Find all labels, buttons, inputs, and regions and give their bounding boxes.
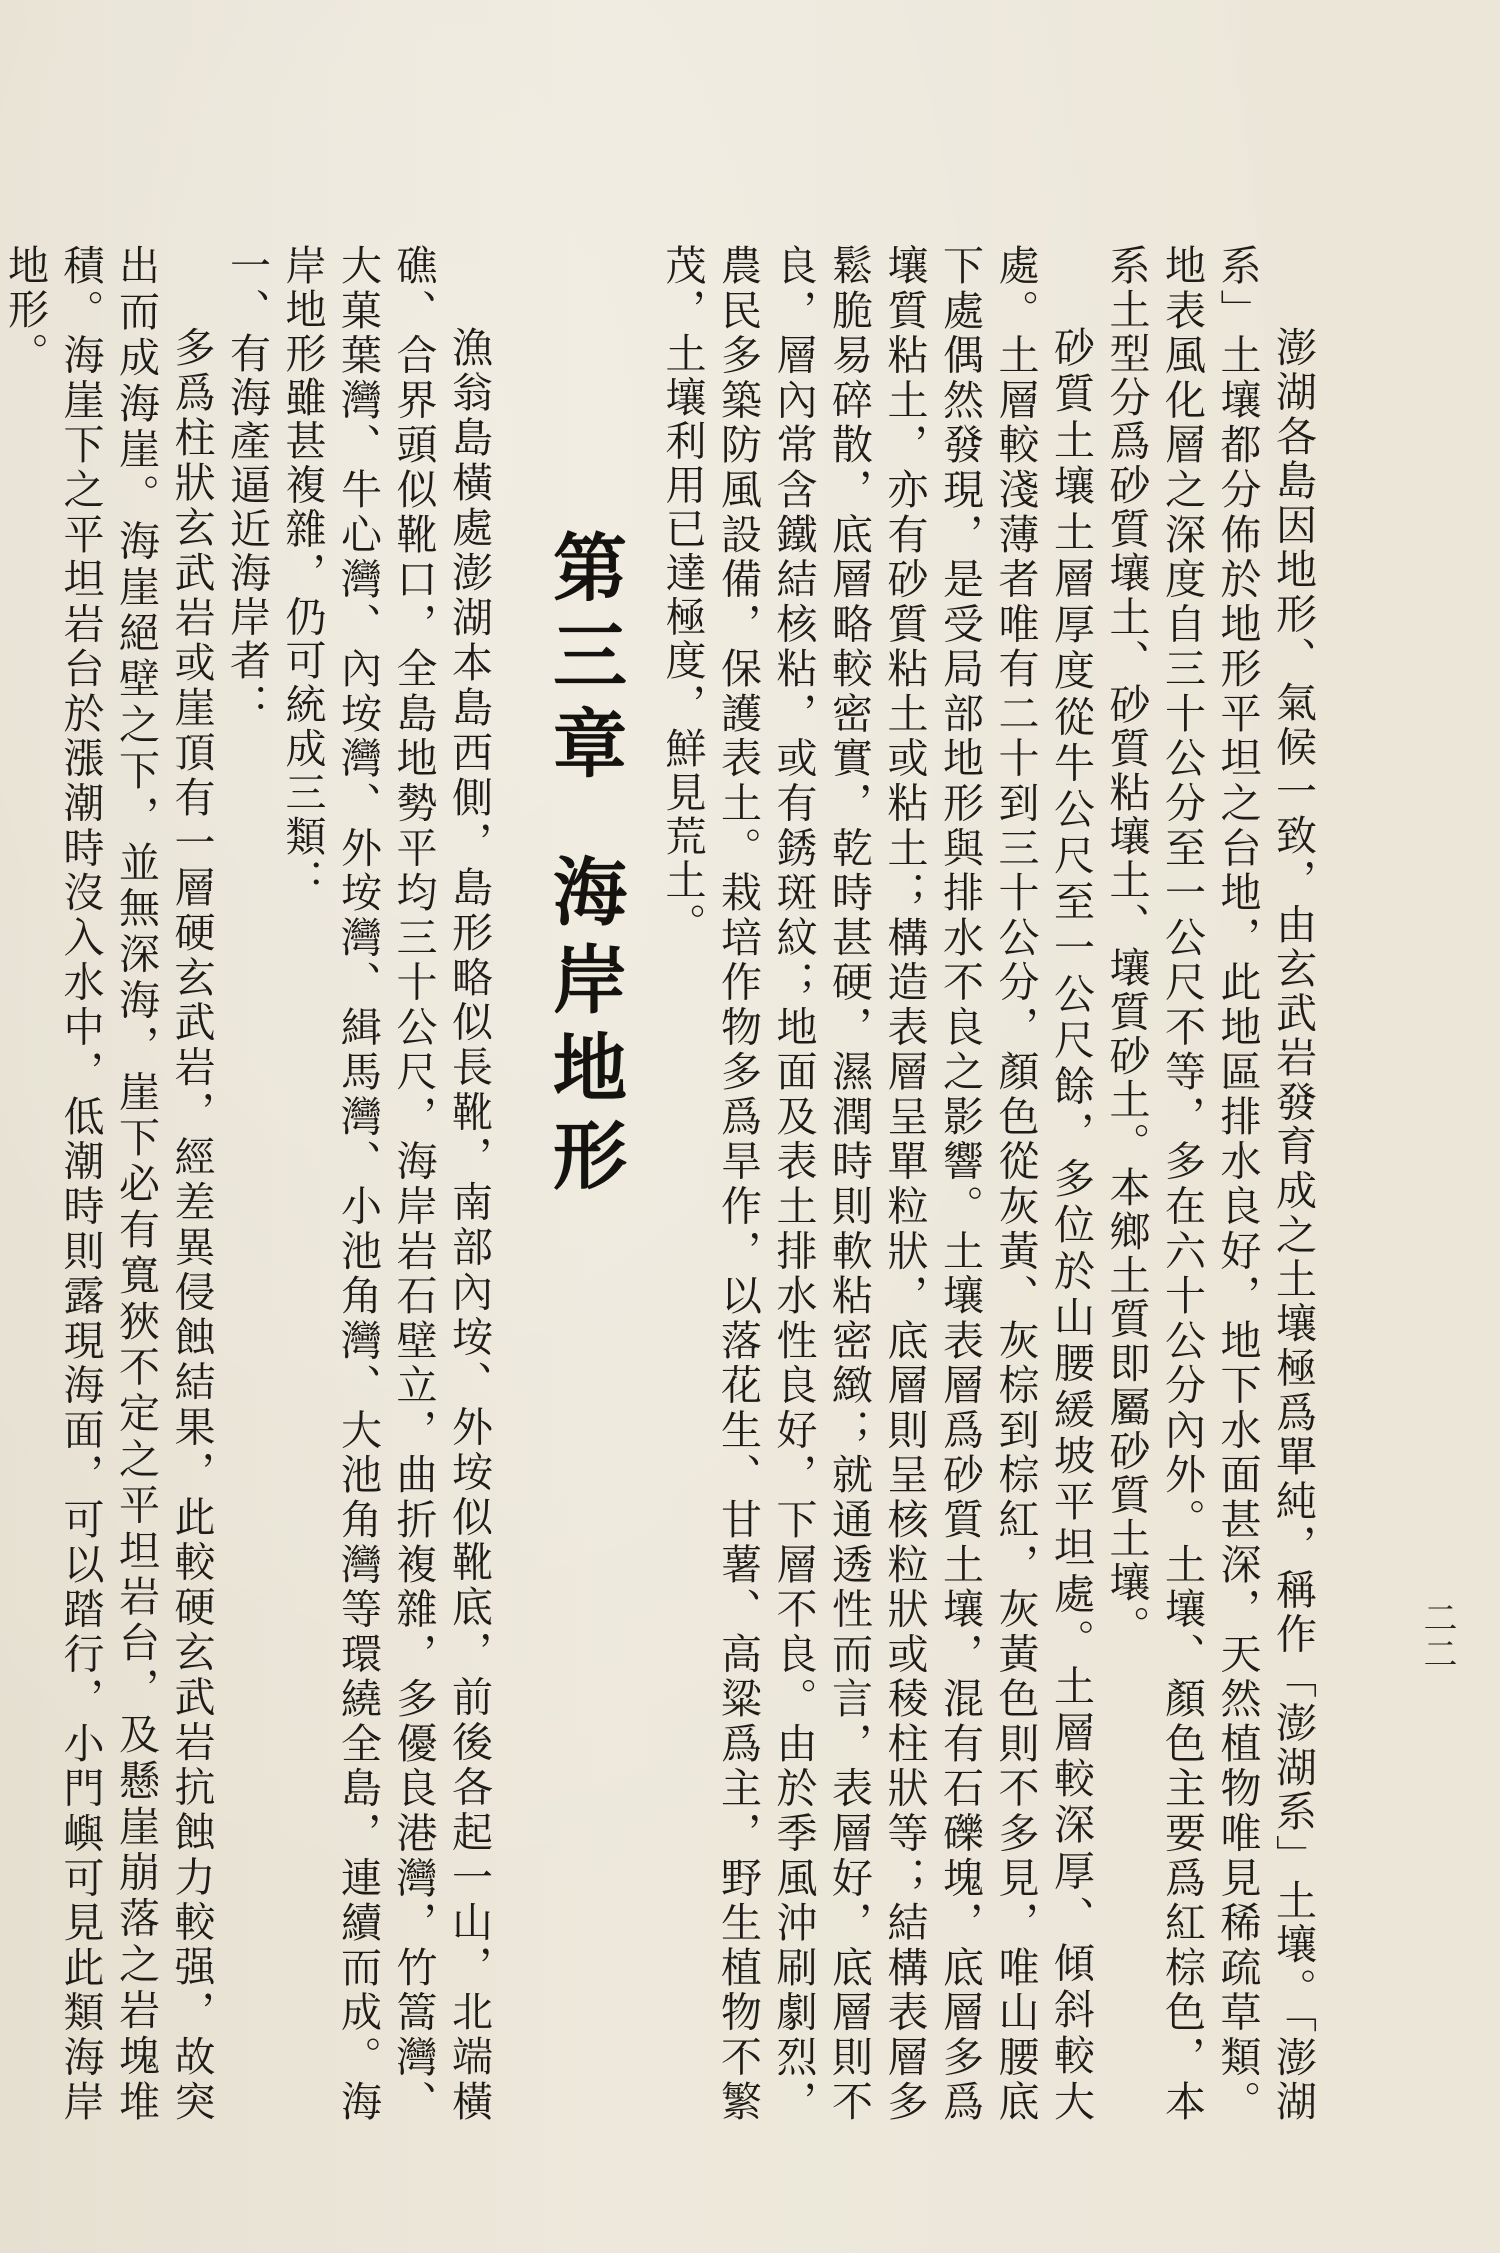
paragraph-soil-overview: 澎湖各島因地形、氣候一致，由玄武岩發育成之土壤極爲單純，稱作「澎湖系」土壤。「澎湖系」土壤都分佈於地形平坦之台地，此地區排水良好，地下水面甚深，天然植物唯見稀疏草類。地表風化層之深度自三十公分至一公尺不等，多在六十公分內外。土壤、顏色主要爲紅棕色，本系土型分爲砂質壤土、砂質粘壤土、壤質砂土。本鄉土質即屬砂質土壤。 — [1102, 244, 1317, 2124]
list-item-body-1: 多爲柱狀玄武岩或崖頂有一層硬玄武岩，經差異侵蝕結果，此較硬玄武岩抗蝕力較强，故突出而成海崖。海崖絕壁之下，並無深海，崖下必有寬狹不定之平坦岩台，及懸崖崩落之岩塊堆積。海崖下之平坦岩台於漲潮時沒入水中，低潮時則露現海面，可以踏行，小門嶼可見此類海岸地形。 — [1, 244, 216, 2124]
list-item-heading-1: 一、有海產逼近海岸者： — [223, 244, 271, 727]
chapter-number: 第三章 — [541, 529, 627, 793]
chapter-name: 海岸地形 — [541, 853, 627, 1205]
paragraph-sandy-soil: 砂質土壤土層厚度從牛公尺至一公尺餘，多位於山腰緩坡平坦處。土層較深厚、傾斜較大處。土層較淺薄者唯有二十到三十公分，顏色從灰黃、灰棕到棕紅，灰黃色則不多見，唯山腰底下處偶然發現，是受局部地形與排水不良之影響。土壤表層爲砂質土壤，混有石礫塊，底層多爲壤質粘土，亦有砂質粘土或粘土；構造表層呈單粒狀，底層則呈核粒狀或稜柱狀等；結構表層多鬆脆易碎散，底層略較密實，乾時甚硬，濕潤時則軟粘密緻；就通透性而言，表層好，底層則不良，層內常含鐵結核粘，或有銹斑紋；地面及表土排水性良好，下層不良。由於季風沖刷劇烈，農民多築防風設備，保護表土。栽培作物多爲旱作，以落花生、甘薯、高粱爲主，野生植物不繁茂，土壤利用已達極度，鮮見荒土。 — [658, 244, 1095, 2124]
chapter-title — [514, 244, 654, 2124]
body-text — [1, 244, 1320, 2124]
page-number: 二二 — [1417, 1600, 1457, 1672]
paragraph-coast-intro: 漁翁島橫處澎湖本島西側，島形略似長靴，南部內垵、外垵似靴底，前後各起一山，北端橫礁、合界頭似靴口，全島地勢平均三十公尺，海岸岩石壁立，曲折複雜，多優良港灣，竹篙灣、大菓葉灣、牛心灣、內垵灣、外垵灣、緝馬灣、小池角灣、大池角灣等環繞全島，連續而成。海岸地形雖甚複雜，仍可統成三類： — [278, 244, 493, 2124]
